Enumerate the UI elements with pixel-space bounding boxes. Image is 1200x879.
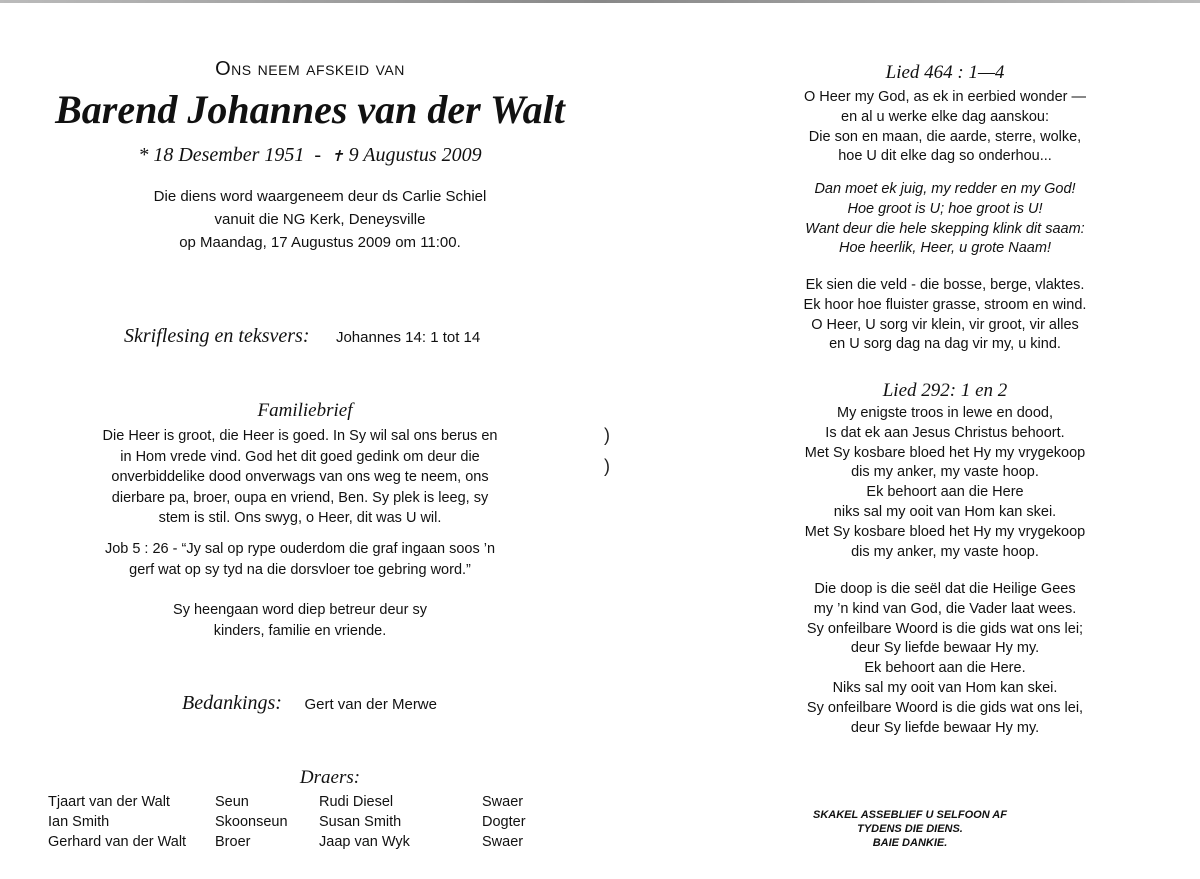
hymn-line: niks sal my ooit van Hom kan skei. [833, 503, 1057, 520]
service-line: op Maandag, 17 Augustus 2009 om 11:00. [179, 234, 461, 251]
job-verse [60, 539, 540, 580]
bearer-relation: Skoonseun [215, 814, 288, 830]
service-line: Die diens word waargeneem deur ds Carlie Schiel [153, 188, 487, 205]
hymn-line: en al u werke elke dag aanskou: [841, 108, 1049, 125]
page-top-edge [0, 0, 1200, 3]
life-dates [60, 144, 560, 167]
letter-heading: Familiebrief [257, 400, 353, 421]
scripture-value: Johannes 14: 1 tot 14 [335, 329, 481, 346]
bearer-name: Susan Smith [319, 814, 402, 830]
hymn-line: Die doop is die seël dat die Heilige Gees [814, 581, 1076, 597]
hymn-line: Ek behoort aan die Here. [864, 660, 1026, 677]
notice-line: TYDENS DIE DIENS. [857, 823, 963, 835]
thanks-label: Bedankings: [182, 692, 282, 714]
scripture-label: Skriflesing en teksvers: [124, 325, 310, 347]
hymn-line: Dan moet ek juig, my redder en my God! [814, 181, 1076, 197]
family-letter [60, 426, 540, 529]
hymn-line: Hoe heerlik, Heer, u grote Naam! [839, 240, 1051, 257]
hymn2-stanza2 [720, 580, 1170, 738]
hymn-line: Is dat ek aan Jesus Christus behoort. [825, 424, 1065, 441]
hymn-line: my ’n kind van God, die Vader laat wees. [813, 600, 1077, 617]
bearer-relation: Swaer [482, 794, 524, 810]
table-row [48, 792, 526, 812]
service-info [80, 185, 560, 254]
bearer-relation: Seun [215, 794, 249, 810]
cross-icon: ✝ [331, 149, 344, 165]
date-separator: - [314, 144, 322, 166]
hymn-line: deur Sy liefde bewaar Hy my. [850, 640, 1040, 657]
hymn-line: O Heer, U sorg vir klein, vir groot, vir alles [811, 316, 1079, 333]
bearer-name: Rudi Diesel [319, 794, 394, 810]
letter-line: Die Heer is groot, die Heer is goed. In Sy wil sal ons berus en [102, 428, 498, 444]
verse-line: Job 5 : 26 - “Jy sal op rype ouderdom die graf ingaan soos ’n [104, 541, 496, 557]
letter-line: in Hom vrede vind. God het dit goed gedink om deur die [120, 448, 480, 465]
hymn-line: Met Sy kosbare bloed het Hy my vrygekoop [804, 444, 1086, 461]
hymn-line: Ek sien die veld - die bosse, berge, vlaktes. [805, 277, 1085, 293]
thanks-value: Gert van der Merwe [304, 696, 437, 713]
hymn-line: Ek hoor hoe fluister grasse, stroom en wind. [803, 296, 1087, 313]
letter-line: stem is stil. Ons swyg, o Heer, dit was U wil. [158, 510, 442, 526]
deceased-name: Barend Johannes van der Walt [55, 87, 565, 132]
hymn-line: dis my anker, my vaste hoop. [851, 464, 1039, 481]
death-date: 9 Augustus 2009 [348, 144, 482, 166]
hymn-line: My enigste troos in lewe en dood, [836, 405, 1053, 421]
mourning-note [60, 600, 540, 641]
hymn-line: dis my anker, my vaste hoop. [851, 543, 1039, 560]
mourning-line: Sy heengaan word diep betreur deur sy [173, 602, 427, 618]
table-row [48, 832, 526, 852]
scripture-row [124, 325, 480, 348]
hymn-line: Want deur die hele skepping klink dit saam: [805, 220, 1085, 237]
bearer-name: Gerhard van der Walt [48, 834, 187, 850]
bearer-relation: Dogter [482, 814, 526, 830]
letter-line: dierbare pa, broer, oupa en vriend, Ben. Sy plek is leeg, sy [111, 489, 489, 506]
hymn1-title: Lied 464 : 1—4 [885, 62, 1005, 83]
hymn-line: hoe U dit elke dag so onderhou... [838, 148, 1052, 165]
hymn-line: Sy onfeilbare Woord is die gids wat ons lei, [806, 699, 1084, 716]
hymn-line: O Heer my God, as ek in eerbied wonder — [803, 89, 1087, 105]
bearer-name: Ian Smith [48, 814, 110, 830]
hymn-line: Niks sal my ooit van Hom kan skei. [832, 679, 1058, 696]
hymn1-stanza2 [720, 276, 1170, 355]
bearer-name: Jaap van Wyk [319, 834, 410, 850]
hymn1-stanza1 [720, 88, 1170, 167]
hymn-line: Hoe groot is U; hoe groot is U! [847, 200, 1043, 217]
hymn1-chorus [720, 180, 1170, 259]
phone-notice [760, 808, 1060, 850]
hymn2-stanza1 [720, 404, 1170, 562]
fold-mark: ) [604, 456, 610, 476]
verse-line: gerf wat op sy tyd na die dorsvloer toe gebring word.” [129, 561, 471, 578]
fold-mark: ) [604, 425, 610, 445]
hymn-line: Die son en maan, die aarde, sterre, wolke, [808, 128, 1082, 145]
bearer-name: Tjaart van der Walt [48, 794, 170, 810]
service-line: vanuit die NG Kerk, Deneysville [214, 211, 426, 228]
hymn-line: Sy onfeilbare Woord is die gids wat ons lei; [806, 620, 1084, 637]
mourning-line: kinders, familie en vriende. [213, 622, 387, 639]
hymn-line: Met Sy kosbare bloed het Hy my vrygekoop [804, 523, 1086, 540]
bearers-table [48, 792, 526, 852]
hymn-line: Ek behoort aan die Here [866, 484, 1024, 501]
birth-date: 18 Desember 1951 [153, 144, 305, 166]
bearer-relation: Swaer [482, 834, 524, 850]
bearer-relation: Broer [215, 834, 251, 850]
letter-line: onverbiddelike dood onverwags van ons weg te neem, ons [111, 469, 489, 485]
bearers-heading: Draers: [299, 767, 361, 788]
notice-line: BAIE DANKIE. [872, 837, 948, 849]
notice-line: SKAKEL ASSEBLIEF U SELFOON AF [813, 809, 1007, 821]
table-row [48, 812, 526, 832]
star-icon: * [138, 144, 149, 166]
hymn-line: en U sorg dag na dag vir my, u kind. [829, 336, 1061, 353]
hymn2-title: Lied 292: 1 en 2 [882, 380, 1008, 401]
thanks-row [182, 692, 437, 715]
hymn-line: deur Sy liefde bewaar Hy my. [850, 719, 1040, 736]
intro-heading: Ons neem afskeid van [215, 58, 405, 80]
